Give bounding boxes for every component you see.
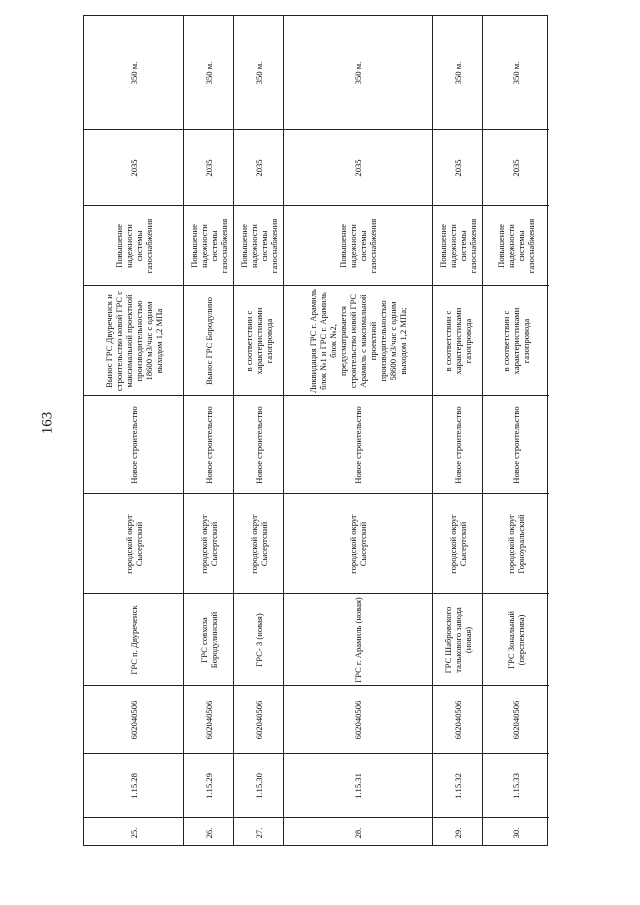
construction-type-text: Новое строительство [353,405,363,484]
protection-zone-cell [483,16,549,130]
okato-code-text: 602040506 [128,700,139,739]
object-code-cell [483,754,549,818]
facility-name-cell [84,594,183,686]
municipality-text: городской округ Сысертский [248,513,269,574]
protection-zone-cell [184,16,233,130]
okato-code-cell [84,686,183,754]
description-cell [483,286,549,396]
row-number-text: 30. [511,827,521,838]
construction-type-cell [284,396,432,494]
construction-type-text: Новое строительство [253,405,264,484]
municipality-text: городской округ Сысертский [198,513,219,574]
table-row [184,16,234,845]
construction-type-cell [84,396,183,494]
description-cell [433,286,482,396]
construction-type-text: Новое строительство [511,405,521,484]
protection-zone-cell [433,16,482,130]
municipality-cell [84,494,183,594]
object-code-text: 1.15.33 [511,772,521,799]
row-number-text: 27. [253,827,264,838]
completion-year-cell [84,130,183,206]
municipality-cell [184,494,233,594]
purpose-text: Повышение надежности системы газоснабжения [338,218,378,273]
okato-code-cell [433,686,482,754]
construction-type-text: Новое строительство [203,405,214,484]
completion-year-text: 2035 [511,158,521,177]
completion-year-text: 2035 [353,158,363,177]
protection-zone-text: 350 м. [353,61,363,84]
page-number-text: 163 [39,411,56,435]
municipality-text: городской округ Сысертский [123,513,144,574]
table-row [483,16,549,845]
purpose-cell [184,206,233,286]
protection-zone-text: 350 м. [452,61,463,84]
description-text: в соответствии с характеристиками газопровода [243,307,274,374]
description-text: в соответствии с характеристиками газопровода [442,307,473,374]
okato-code-cell [184,686,233,754]
facility-name-cell [234,594,283,686]
object-code-text: 1.15.29 [203,772,214,799]
municipality-text: городской округ Горноуральский [506,513,526,574]
description-cell [284,286,432,396]
protection-zone-text: 350 м. [253,61,264,84]
object-code-cell [284,754,432,818]
okato-code-cell [284,686,432,754]
municipality-text: городской округ Сысертский [348,513,368,574]
protection-zone-text: 350 м. [511,61,521,84]
object-code-text: 1.15.32 [452,772,463,799]
municipality-cell [483,494,549,594]
row-number-text: 28. [353,827,363,838]
completion-year-text: 2035 [253,158,264,177]
purpose-cell [284,206,432,286]
description-text: Ликвидация ГРС г. Арамиль блок №1 и ГРС г. Арамиль блок №2, предусматривается строительство новой ГРС Арамиль с максимальной проектной производительностью 58600 м3/час с одним выходом 1,2 МПа; [308,288,408,393]
object-code-text: 1.15.31 [353,772,363,799]
construction-type-text: Новое строительство [452,405,463,484]
facility-name-text: ГРС г. Арамиль (новая) [353,596,363,683]
description-text: в соответствии с характеристиками газопровода [501,307,531,374]
okato-code-cell [234,686,283,754]
facility-name-cell [184,594,233,686]
facility-name-text: ГРС Зональный (перспектива) [506,610,526,669]
table-row [84,16,184,845]
completion-year-cell [184,130,233,206]
description-cell [184,286,233,396]
construction-type-cell [433,396,482,494]
protection-zone-text: 350 м. [203,61,214,84]
construction-type-cell [483,396,549,494]
construction-type-cell [234,396,283,494]
municipality-cell [284,494,432,594]
row-number-cell [184,818,233,847]
row-number-text: 26. [203,827,214,838]
object-code-cell [433,754,482,818]
row-number-cell [284,818,432,847]
purpose-cell [433,206,482,286]
row-number-text: 25. [128,827,139,838]
row-number-cell [84,818,183,847]
okato-code-cell [483,686,549,754]
completion-year-cell [234,130,283,206]
facility-name-cell [483,594,549,686]
completion-year-cell [483,130,549,206]
description-cell [84,286,183,396]
page-number [36,408,60,438]
okato-code-text: 602040506 [511,700,521,739]
completion-year-cell [433,130,482,206]
description-text: Вынос ГРС Бородулино [203,296,214,385]
okato-code-text: 602040506 [452,700,463,739]
purpose-text: Повышение надежности системы газоснабжения [496,218,536,273]
object-code-text: 1.15.30 [253,772,264,799]
completion-year-text: 2035 [128,158,139,177]
table-row [284,16,433,845]
okato-code-text: 602040506 [203,700,214,739]
protection-zone-cell [284,16,432,130]
rotated-data-table [83,15,548,846]
object-code-cell [184,754,233,818]
construction-type-cell [184,396,233,494]
okato-code-text: 602040506 [353,700,363,739]
purpose-cell [234,206,283,286]
object-code-cell [234,754,283,818]
description-text: Вынос ГРС Двуреченск и строительство новой ГРС с максимальной проектной производительностью 18600 м3/час с одним выходом 1,2 МПа [103,290,164,391]
purpose-text: Повышение надежности системы газоснабжения [437,218,478,273]
facility-name-text: ГРС- 3 (новая) [253,612,264,667]
description-cell [234,286,283,396]
municipality-cell [433,494,482,594]
object-code-cell [84,754,183,818]
protection-zone-cell [84,16,183,130]
completion-year-text: 2035 [452,158,463,177]
purpose-text: Повышение надежности системы газоснабжения [113,218,154,273]
facility-name-text: ГРС совхоза Бородулинский [198,611,219,668]
purpose-cell [483,206,549,286]
row-number-text: 29. [452,827,463,838]
purpose-text: Повышение надежности системы газоснабжения [188,218,229,273]
protection-zone-cell [234,16,283,130]
object-code-text: 1.15.28 [128,772,139,799]
table-row [433,16,483,845]
okato-code-text: 602040506 [253,700,264,739]
row-number-cell [433,818,482,847]
purpose-text: Повышение надежности системы газоснабжения [238,218,279,273]
municipality-cell [234,494,283,594]
municipality-text: городской округ Сысертский [447,513,468,574]
protection-zone-text: 350 м. [128,61,139,84]
construction-type-text: Новое строительство [128,405,139,484]
table-row [234,16,284,845]
facility-name-text: ГРС п. Двуреченск [128,604,139,675]
completion-year-text: 2035 [203,158,214,177]
facility-name-cell [284,594,432,686]
purpose-cell [84,206,183,286]
facility-name-cell [433,594,482,686]
completion-year-cell [284,130,432,206]
row-number-cell [483,818,549,847]
row-number-cell [234,818,283,847]
facility-name-text: ГРС Шабровского талькового завода (новая) [442,606,473,673]
